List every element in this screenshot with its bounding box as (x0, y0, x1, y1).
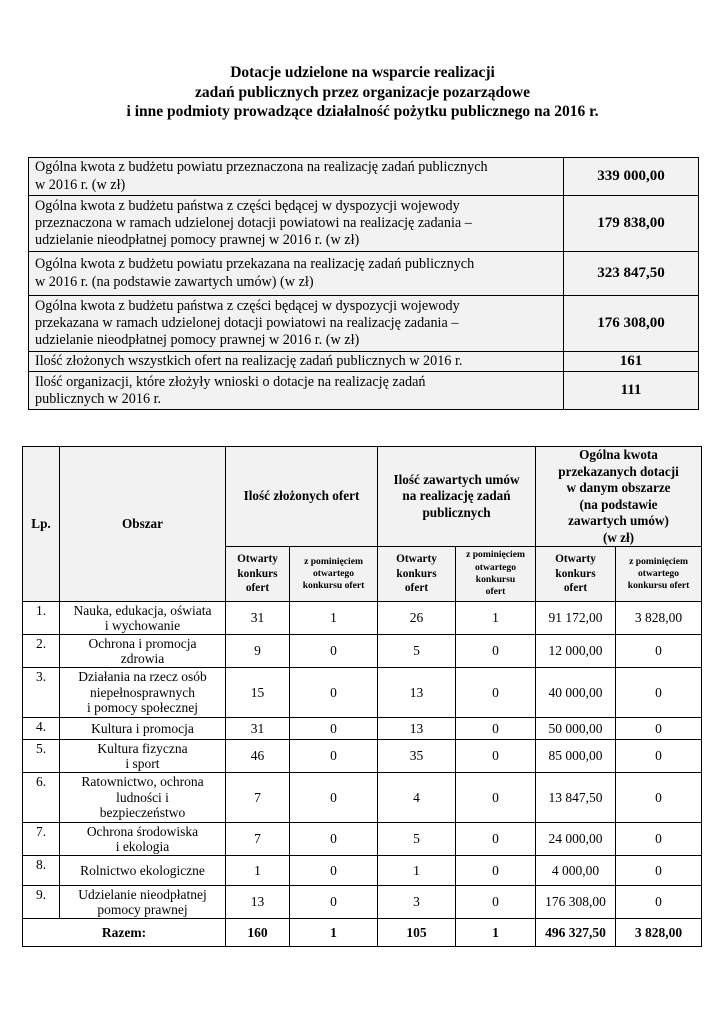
row-area-line: niepełnosprawnych (90, 684, 195, 700)
row-area (60, 823, 226, 856)
row-contracts-skip: 1 (456, 602, 536, 635)
row-offers-open: 7 (226, 823, 290, 856)
row-area-line: bezpieczeństwo (99, 805, 186, 821)
row-contracts-open: 5 (378, 823, 456, 856)
row-offers-open: 31 (226, 718, 290, 740)
row-offers-skip: 1 (290, 602, 378, 635)
row-offers-open: 13 (226, 886, 290, 919)
table-row (23, 823, 702, 856)
table-row (23, 856, 702, 886)
row-lp: 4. (23, 718, 60, 740)
table-row (23, 740, 702, 773)
summary-label-line: Ogólna kwota z budżetu powiatu przekazana na realizację zadań publicznych (35, 256, 475, 273)
header-line: ofert (563, 582, 588, 595)
header-line: ofert (245, 582, 270, 595)
row-contracts-open: 35 (378, 740, 456, 773)
row-area (60, 718, 226, 740)
row-contracts-skip: 0 (456, 773, 536, 823)
summary-label-line: Ogólna kwota z budżetu państwa z części będącej w dyspozycji wojewody (35, 297, 460, 314)
table-row (23, 886, 702, 919)
row-offers-open: 46 (226, 740, 290, 773)
row-contracts-open: 13 (378, 668, 456, 718)
row-area (60, 886, 226, 919)
header-line: zawartych umów) (568, 513, 669, 528)
total-amount-open: 496 327,50 (536, 919, 616, 947)
row-lp: 3. (23, 668, 60, 718)
summary-label-line: Ilość organizacji, które złożyły wnioski o dotacje na realizację zadań (35, 373, 426, 390)
header-line: (w zł) (602, 529, 635, 545)
row-area-line: Ochrona i promocja (88, 635, 197, 651)
row-amount-skip: 0 (616, 718, 702, 740)
row-lp: 1. (23, 602, 60, 635)
summary-label-line: publicznych w 2016 r. (35, 390, 162, 407)
row-offers-open: 1 (226, 856, 290, 886)
header-offers-skip (290, 547, 378, 602)
row-contracts-open: 3 (378, 886, 456, 919)
table-row (23, 668, 702, 718)
row-amount-skip: 0 (616, 668, 702, 718)
summary-row (29, 352, 699, 372)
header-line: otwartego (638, 567, 680, 579)
row-area-line: pomocy prawnej (97, 902, 188, 917)
row-amount-open: 176 308,00 (536, 886, 616, 919)
summary-value: 176 308,00 (564, 296, 699, 352)
header-line: na realizację zadań (402, 488, 511, 504)
row-amount-skip: 0 (616, 635, 702, 668)
table-row (23, 773, 702, 823)
row-offers-skip: 0 (290, 823, 378, 856)
table-row (23, 718, 702, 740)
row-area (60, 856, 226, 886)
row-offers-skip: 0 (290, 773, 378, 823)
summary-row (29, 296, 699, 352)
summary-row (29, 196, 699, 252)
total-label: Razem: (23, 919, 226, 947)
summary-label-line: w 2016 r. (w zł) (35, 176, 126, 193)
total-amount-skip: 3 828,00 (616, 919, 702, 947)
row-area (60, 740, 226, 773)
header-line: Ogólna kwota (579, 447, 658, 462)
row-contracts-skip: 0 (456, 635, 536, 668)
summary-label (29, 252, 564, 296)
summary-value: 161 (564, 352, 699, 372)
row-lp: 2. (23, 635, 60, 668)
header-line: konkursu ofert (627, 580, 690, 592)
document-title (0, 63, 725, 122)
row-area (60, 635, 226, 668)
grants-by-area-table (22, 446, 702, 947)
row-amount-skip: 3 828,00 (616, 602, 702, 635)
header-area: Obszar (60, 447, 226, 602)
summary-label-line: Ogólna kwota z budżetu powiatu przeznaczona na realizację zadań publicznych (35, 159, 488, 176)
header-amount (536, 447, 702, 547)
summary-row (29, 372, 699, 410)
row-contracts-open: 13 (378, 718, 456, 740)
row-area (60, 668, 226, 718)
row-amount-open: 91 172,00 (536, 602, 616, 635)
header-contracts-skip (456, 547, 536, 602)
table-row (23, 602, 702, 635)
row-contracts-skip: 0 (456, 823, 536, 856)
row-amount-open: 40 000,00 (536, 668, 616, 718)
row-contracts-skip: 0 (456, 718, 536, 740)
row-contracts-skip: 0 (456, 668, 536, 718)
row-offers-skip: 0 (290, 635, 378, 668)
summary-label (29, 196, 564, 252)
row-area-line: Działania na rzecz osób (78, 669, 207, 685)
row-amount-skip: 0 (616, 856, 702, 886)
row-area-line: ludności i (116, 789, 169, 805)
header-line: publicznych (422, 504, 491, 520)
row-amount-open: 12 000,00 (536, 635, 616, 668)
row-lp: 9. (23, 886, 60, 919)
header-line: Otwarty (237, 553, 278, 566)
row-contracts-skip: 0 (456, 886, 536, 919)
row-amount-open: 50 000,00 (536, 718, 616, 740)
row-area-line: i pomocy społecznej (87, 700, 198, 716)
summary-label-line: przekazana w ramach udzielonej dotacji powiatowi na realizację zadania – (35, 314, 459, 331)
summary-value: 339 000,00 (564, 158, 699, 196)
summary-value: 111 (564, 372, 699, 410)
summary-label-line: Ogólna kwota z budżetu państwa z części będącej w dyspozycji wojewody (35, 197, 460, 214)
summary-label (29, 352, 564, 372)
row-area-line: Kultura i promocja (91, 720, 194, 736)
header-line: ofert (404, 582, 429, 595)
row-area-line: Rolnictwo ekologiczne (80, 862, 205, 878)
summary-value: 323 847,50 (564, 252, 699, 296)
header-offers: Ilość złożonych ofert (226, 447, 378, 547)
summary-label-line: udzielanie nieodpłatnej pomocy prawnej w 2016 r. (w zł) (35, 332, 360, 349)
row-area (60, 773, 226, 823)
row-lp: 7. (23, 823, 60, 856)
row-offers-open: 15 (226, 668, 290, 718)
row-area-line: Ochrona środowiska (86, 823, 199, 839)
header-amount-open (536, 547, 616, 602)
row-amount-open: 4 000,00 (536, 856, 616, 886)
row-offers-skip: 0 (290, 740, 378, 773)
summary-row (29, 158, 699, 196)
total-offers-skip: 1 (290, 919, 378, 947)
row-offers-open: 7 (226, 773, 290, 823)
row-contracts-skip: 0 (456, 856, 536, 886)
summary-label-line: Ilość złożonych wszystkich ofert na realizację zadań publicznych w 2016 r. (35, 353, 463, 369)
row-amount-skip: 0 (616, 823, 702, 856)
summary-label (29, 372, 564, 410)
row-amount-skip: 0 (616, 740, 702, 773)
summary-label (29, 296, 564, 352)
header-line: otwartego (312, 567, 355, 579)
total-contracts-open: 105 (378, 919, 456, 947)
row-offers-open: 9 (226, 635, 290, 668)
summary-label-line: udzielanie nieodpłatnej pomocy prawnej w 2016 r. (w zł) (35, 232, 360, 249)
header-amount-skip (616, 547, 702, 602)
row-area-line: Nauka, edukacja, oświata (73, 602, 212, 618)
row-area-line: i ekologia (115, 839, 170, 854)
header-line: w danym obszarze (566, 480, 671, 495)
row-offers-skip: 0 (290, 856, 378, 886)
header-offers-open (226, 547, 290, 602)
row-lp: 6. (23, 773, 60, 823)
header-line: (na podstawie (579, 496, 658, 512)
row-contracts-skip: 0 (456, 740, 536, 773)
row-area-line: zdrowia (120, 651, 165, 666)
row-offers-skip: 0 (290, 668, 378, 718)
row-offers-open: 31 (226, 602, 290, 635)
header-line: konkursu (475, 574, 516, 585)
title-line-3: i inne podmioty prowadzące działalność pożytku publicznego na 2016 r. (126, 103, 599, 120)
row-area-line: Ratownictwo, ochrona (81, 774, 204, 790)
header-line: ofert (485, 586, 506, 598)
header-line: z pominięciem (304, 555, 363, 567)
header-contracts (378, 447, 536, 547)
header-contracts-open (378, 547, 456, 602)
header-line: konkurs (396, 567, 437, 580)
header-lp: Lp. (23, 447, 60, 602)
row-lp: 5. (23, 740, 60, 773)
row-offers-skip: 0 (290, 718, 378, 740)
header-line: przekazanych dotacji (558, 463, 679, 479)
row-amount-open: 13 847,50 (536, 773, 616, 823)
total-row (23, 919, 702, 947)
row-area-line: i sport (125, 756, 160, 771)
header-line: konkurs (237, 567, 278, 580)
row-amount-skip: 0 (616, 886, 702, 919)
row-contracts-open: 1 (378, 856, 456, 886)
row-amount-open: 85 000,00 (536, 740, 616, 773)
row-area-line: Kultura fizyczna (97, 740, 188, 756)
header-line: otwartego (475, 561, 517, 573)
total-offers-open: 160 (226, 919, 290, 947)
summary-label (29, 158, 564, 196)
row-amount-skip: 0 (616, 773, 702, 823)
row-lp: 8. (23, 856, 60, 886)
header-line: konkursu ofert (302, 580, 365, 592)
row-amount-open: 24 000,00 (536, 823, 616, 856)
row-contracts-open: 4 (378, 773, 456, 823)
row-contracts-open: 26 (378, 602, 456, 635)
total-contracts-skip: 1 (456, 919, 536, 947)
summary-label-line: w 2016 r. (na podstawie zawartych umów) (w zł) (35, 273, 314, 290)
header-line: z pominięciem (466, 549, 525, 561)
summary-value: 179 838,00 (564, 196, 699, 252)
row-area-line: Udzielanie nieodpłatnej (78, 886, 207, 902)
header-line: z pominięciem (629, 555, 688, 567)
header-line: Otwarty (555, 553, 596, 566)
summary-table (28, 157, 699, 410)
header-line: Otwarty (396, 553, 437, 566)
table-row (23, 635, 702, 668)
header-line: Ilość zawartych umów (393, 471, 520, 487)
row-contracts-open: 5 (378, 635, 456, 668)
row-offers-skip: 0 (290, 886, 378, 919)
row-area-line: i wychowanie (104, 618, 181, 633)
title-line-1: Dotacje udzielone na wsparcie realizacji (230, 64, 495, 81)
row-area (60, 602, 226, 635)
header-line: konkurs (555, 567, 596, 580)
summary-label-line: przeznaczona w ramach udzielonej dotacji powiatowi na realizację zadania – (35, 214, 472, 231)
title-line-2: zadań publicznych przez organizacje pozarządowe (195, 83, 530, 101)
summary-row (29, 252, 699, 296)
